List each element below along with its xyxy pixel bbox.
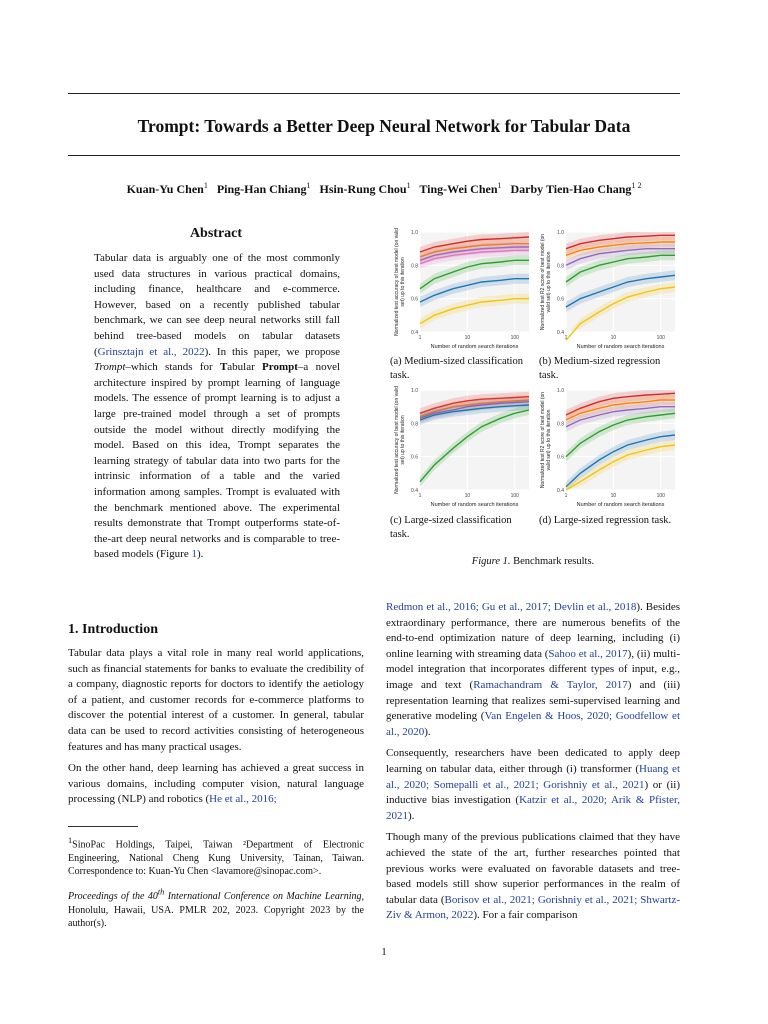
- paragraph-text: ) and (iii) representation learning that realizes semi-supervised learning and generative modeling (: [386, 678, 681, 723]
- x-tick-label: 10: [464, 335, 471, 341]
- paragraph: [386, 830, 680, 924]
- y-axis-label: Normalized test R2 score of best model (on: [540, 233, 546, 331]
- y-tick-label: 0.8: [557, 421, 564, 428]
- citation-link[interactable]: Grinsztajn et al., 2022: [97, 345, 205, 358]
- x-axis-label: Number of random search iterations: [430, 344, 519, 350]
- abstract-text: Prompt: [262, 361, 298, 374]
- paragraph: [68, 761, 364, 808]
- footnote-text: th: [157, 888, 165, 897]
- x-tick-label: 10: [610, 335, 617, 341]
- y-tick-label: 0.6: [411, 454, 418, 461]
- footnote-affiliations: [68, 834, 364, 879]
- figure-caption: [386, 556, 680, 567]
- paragraph-text: ).: [424, 725, 431, 738]
- y-tick-label: 0.6: [557, 454, 564, 461]
- subcaption: (c) Large-sized classification task.: [390, 515, 512, 540]
- author-affiliation: 1: [203, 181, 208, 190]
- author-affiliation: 1: [406, 181, 411, 190]
- figure-caption-label: Figure 1.: [471, 556, 511, 567]
- abstract-text: abular: [227, 361, 263, 374]
- x-axis-label: Number of random search iterations: [576, 344, 665, 350]
- subcaption: (b) Medium-sized regression task.: [539, 356, 661, 381]
- author-affiliation: 1: [497, 181, 502, 190]
- x-tick-label: 1: [418, 493, 422, 499]
- y-axis-label: set) up to this iteration: [400, 415, 406, 465]
- x-tick-label: 1: [564, 335, 568, 341]
- x-tick-label: 100: [510, 493, 519, 499]
- title-rule: [68, 155, 680, 156]
- intro-right-column: [386, 600, 680, 924]
- plot-b: [536, 228, 681, 350]
- y-tick-label: 0.6: [411, 296, 418, 303]
- paragraph: [386, 600, 680, 740]
- abstract-text: ). In this paper, we propose: [204, 345, 341, 358]
- y-tick-label: 0.4: [411, 330, 418, 336]
- y-tick-label: 0.6: [557, 296, 564, 303]
- chart-svg: [390, 228, 535, 350]
- x-tick-label: 100: [656, 335, 665, 341]
- footnote-rule: [68, 826, 138, 827]
- y-tick-label: 0.4: [557, 330, 564, 336]
- footnote-text: , Honolulu, Hawaii, USA. PMLR 202, 2023. Copyright 2023 by the author(s).: [68, 891, 364, 930]
- citation-link[interactable]: Borisov et al., 2021; Gorishniy et al., 2021; Shwartz-Ziv & Armon, 2022: [386, 893, 680, 922]
- subcaption: (a) Medium-sized classification task.: [390, 356, 523, 381]
- y-axis-label: Normalized test R2 score of best model (on: [540, 391, 546, 489]
- figure-ref-link[interactable]: 1: [191, 548, 197, 561]
- paragraph-text: ), (ii) multi-model integration that incorporates different types of input, e.g., image and text (: [386, 647, 680, 691]
- paragraph-text: ). For a fair comparison: [473, 909, 578, 922]
- paragraph-text: Though many of the previous publications claimed that they have achieved the state of the art, further researches pointed that previous works were evaluated on favorable datasets and tree-based models still show superior performances in the realm of tabular data (: [386, 831, 680, 906]
- citation-link[interactable]: Van Engelen & Hoos, 2020; Goodfellow et al., 2020: [386, 710, 680, 738]
- section-heading: 1. Introduction: [68, 622, 158, 637]
- footnote-proceedings: [68, 886, 364, 931]
- author-name: Ping-Han Chiang: [216, 182, 307, 196]
- paragraph-text: ).: [408, 809, 415, 822]
- author-affiliation: 1: [306, 181, 311, 190]
- y-tick-label: 0.4: [411, 488, 418, 494]
- citation-link[interactable]: Redmon et al., 2016; Gu et al., 2017; Devlin et al., 2018: [386, 601, 637, 613]
- y-axis-label: Normalized test accuracy of best model (on valid: [394, 228, 400, 336]
- paragraph: [386, 746, 680, 824]
- x-tick-label: 10: [610, 493, 617, 499]
- abstract-heading: Abstract: [189, 226, 243, 241]
- chart-svg: [536, 228, 681, 350]
- paragraph-text: ). Besides extraordinary performance, there are numerous benefits of the end-to-end optimization nature of deep learning, including (i) online learning with streaming data (: [386, 601, 680, 660]
- abstract-text: Tabular data is arguably one of the most commonly used data structures in various practical domains, including finance, healthcare and e-commerce. However, based on a recently published tabular benchmark, we can see deep neural networks still fall behind tree-based models on tabular datasets (: [94, 252, 340, 358]
- abstract-text: Trompt: [94, 361, 126, 374]
- plot-a: [390, 228, 535, 350]
- x-tick-label: 10: [464, 493, 471, 499]
- x-axis-label: Number of random search iterations: [576, 502, 665, 508]
- citation-link[interactable]: Ramachandram & Taylor, 2017: [473, 678, 628, 691]
- x-tick-label: 1: [564, 493, 568, 499]
- abstract-text: –which stands for: [125, 361, 220, 374]
- y-axis-label: set) up to this iteration: [400, 257, 406, 307]
- page-number: 1: [381, 946, 387, 958]
- citation-link[interactable]: Sahoo et al., 2017: [548, 647, 628, 660]
- citation-link[interactable]: Huang et al., 2020; Somepalli et al., 2021; Gorishniy et al., 2021: [386, 762, 680, 791]
- x-axis-label: Number of random search iterations: [430, 502, 519, 508]
- abstract-text: –a novel architecture inspired by prompt learning of language models. The essence of prompt learning is to adjust a large pre-trained model through a set of prompts outside the model without directly modifying the model. Based on this idea, Trompt separates the learning strategy of tabular data into two parts for the intrinsic information of a table and the varied information among samples. Trompt is evaluated with the benchmark mentioned above. The experimental results demonstrate that Trompt outperforms state-of-the-art deep neural networks and is comparable to tree-based models (Figure: [94, 361, 341, 561]
- top-rule: [68, 93, 680, 94]
- chart-svg: [390, 386, 535, 508]
- y-tick-label: 1.0: [557, 388, 564, 394]
- chart-svg: [536, 386, 681, 508]
- plot-d: [536, 386, 681, 508]
- x-tick-label: 100: [510, 335, 519, 341]
- y-tick-label: 1.0: [411, 230, 418, 236]
- footnote-text: Proceedings of the: [68, 891, 148, 903]
- author-name: Kuan-Yu Chen: [126, 182, 204, 196]
- y-tick-label: 1.0: [411, 388, 418, 394]
- citation-link[interactable]: He et al., 2016;: [209, 793, 277, 806]
- figure-caption-text: Benchmark results.: [510, 556, 595, 567]
- author-name: Hsin-Rung Chou: [319, 182, 407, 196]
- paper-title: Trompt: Towards a Better Deep Neural Network for Tabular Data: [137, 116, 631, 136]
- paragraph-text: ) or (ii) inductive bias investigation (: [386, 778, 681, 807]
- y-tick-label: 0.8: [557, 263, 564, 270]
- paragraph-text: On the other hand, deep learning has achieved a great success in various domains, including computer vision, natural language processing (NLP) and robotics (: [68, 762, 364, 806]
- y-tick-label: 0.8: [411, 263, 418, 270]
- abstract-text: ).: [196, 548, 204, 561]
- y-axis-label: valid set) up to this iteration: [546, 409, 552, 471]
- plot-c: [390, 386, 535, 508]
- abstract-body: [94, 251, 340, 563]
- y-tick-label: 1.0: [557, 230, 564, 236]
- author-name: Ting-Wei Chen: [419, 182, 498, 196]
- intro-left-column: [68, 646, 364, 808]
- y-axis-label: valid set) up to this iteration: [546, 251, 552, 313]
- paragraph-text: Consequently, researchers have been dedicated to apply deep learning on tabular data, either through (i) transformer (: [386, 747, 680, 775]
- paragraph: Tabular data plays a vital role in many real world applications, such as financial statements for banks to evaluate the credibility of a company, diagnostic reports for doctors to identify the aetiology of a patient, and customer records for e-commerce platforms to discover the potential interest of a customer. In general, tabular data can be used to record activities consisting of heterogeneous features and has many practical usages.: [68, 647, 364, 753]
- abstract-text: T: [219, 361, 228, 374]
- author-list: [0, 181, 768, 197]
- author-name: Darby Tien-Hao Chang: [510, 182, 632, 196]
- citation-link[interactable]: Katzir et al., 2020; Arik & Pfister, 2021: [386, 794, 680, 822]
- author-affiliation: 1 2: [631, 181, 642, 190]
- x-tick-label: 1: [418, 335, 422, 341]
- footnote-text: 40: [147, 891, 158, 903]
- subcaption: (d) Large-sized regression task.: [539, 515, 672, 526]
- footnote-mark: 1: [68, 836, 73, 845]
- y-tick-label: 0.4: [557, 488, 564, 494]
- x-tick-label: 100: [656, 493, 665, 499]
- y-tick-label: 0.8: [411, 421, 418, 428]
- footnote-text: International Conference on Machine Learning: [164, 891, 362, 903]
- y-axis-label: Normalized test accuracy of best model (on valid: [394, 386, 400, 494]
- footnote-text: SinoPac Holdings, Taipei, Taiwan ²Department of Electronic Engineering, National Cheng Kung University, Tainan, Taiwan. Correspondence to: Kuan-Yu Chen <lavamore@sinopac.com>.: [68, 839, 364, 878]
